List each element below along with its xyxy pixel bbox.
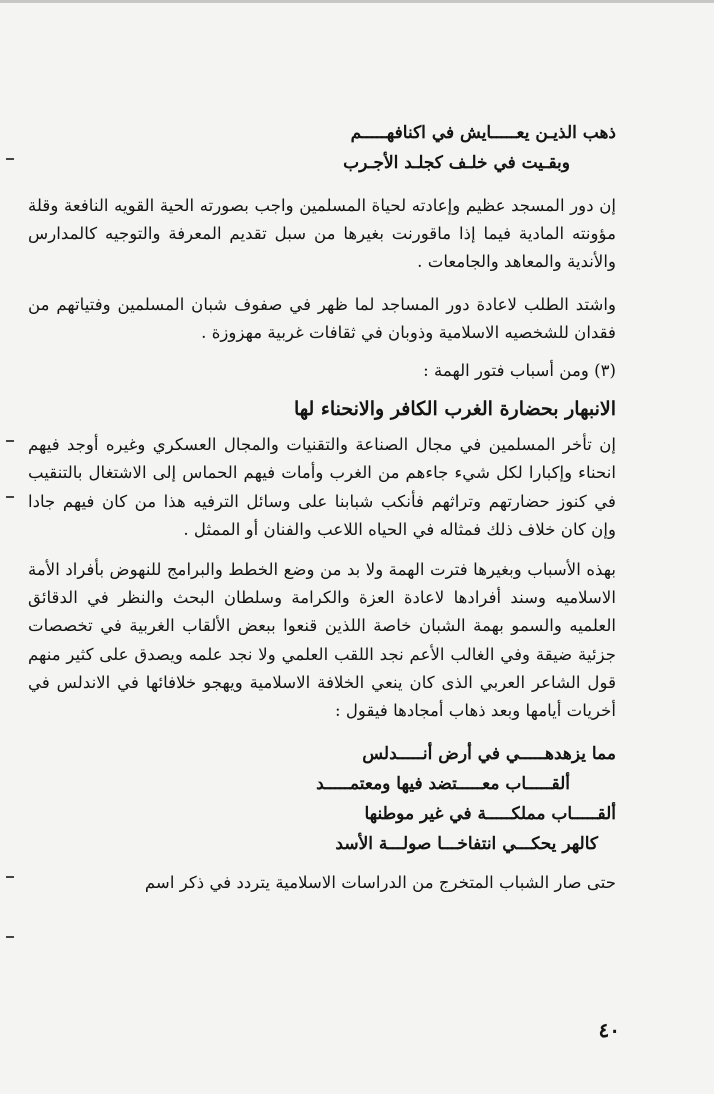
section-heading: الانبهار بحضارة الغرب الكافر والانحناء لها [293, 398, 616, 421]
poem [28, 739, 616, 859]
paragraph: (٣) ومن أسباب فتور الهمة : [423, 361, 616, 381]
paragraph: حتى صار الشباب المتخرج من الدراسات الاسلامية يتردد في ذكر اسم [144, 873, 616, 893]
margin-tick [6, 158, 14, 160]
margin-tick [6, 440, 14, 442]
paragraph: إن دور المسجد عظيم وإعادته لحياة المسلمين واجب بصورته الحية القويه النافعة وقلة مؤونته المادية فيما إذا ماقورنت بغيرها من سبل تقديم المعرفة والتوجيه كالمدارس والأندية والمعاهد والجامعات . [28, 196, 616, 272]
margin-tick [6, 496, 14, 498]
paragraph: واشتد الطلب لاعادة دور المساجد لما ظهر في صفوف شبان المسلمين وفتياتهم من فقدان للشخصيه الاسلامية وذوبان في ثقافات غربية مهزوزة . [28, 294, 616, 342]
page-top-edge [0, 0, 714, 3]
page-number: ٤٠ [598, 1018, 620, 1042]
paragraph: بهذه الأسباب وبغيرها فترت الهمة ولا بد من وضع الخطط والبرامج للنهوض بأفراد الأمة الاسلاميه وسند أفرادها لاعادة العزة والكرامة وسلطان البحث والنظر في الدقائق العلميه والسمو بهمة الشبان خاصة اللذين قنعوا ببعض الألقاب الغربية في تخصصات جزئية ضيقة وفي الغالب الأعم نجد اللقب العلمي ولا نجد علمه ويصدق على كثير منهم قول الشاعر العربي الذى كان ينعي الخلافة الاسلامية ويهجو خلافائها في الاندلس في أخريات أيامها وبعد ذهاب أمجادها فيقول : [28, 560, 616, 721]
poem-verse: كالهر يحكـــي انتفاخـــا صولـــة الأسد [335, 834, 598, 855]
poem-verse: ألقـــــاب معـــــتضد فيها ومعتمـــــد [316, 774, 570, 795]
poem-verse: ذهب الذيـن يعـــــايش في اكنافهـــــم [350, 123, 616, 143]
poem-verse: وبقـيت في خلـف كجلـد الأجـرب [343, 153, 570, 173]
page-content [28, 118, 616, 897]
poem-verse: ألقـــــاب مملكـــــة في غير موطنها [364, 804, 616, 825]
poem-verse: مما يزهدهـــــي في أرض أنـــــدلس [362, 744, 616, 765]
margin-tick [6, 876, 14, 878]
margin-tick [6, 936, 14, 938]
paragraph: إن تأخر المسلمين في مجال الصناعة والتقنيات والمجال العسكري وغيره أوجد فيهم انحناء وإكبارا لكل شيء جاءهم من الغرب وأمات فيهم الحماس إلى الاشتغال بالتنقيب في كنوز حضارتهم وتراثهم فأنكب شبابنا على وسائل الترفيه هذا من كان فيهم جادا وإن كان خلاف ذلك فمثاله في الحياه اللاعب والفنان أو الممثل . [28, 435, 616, 539]
